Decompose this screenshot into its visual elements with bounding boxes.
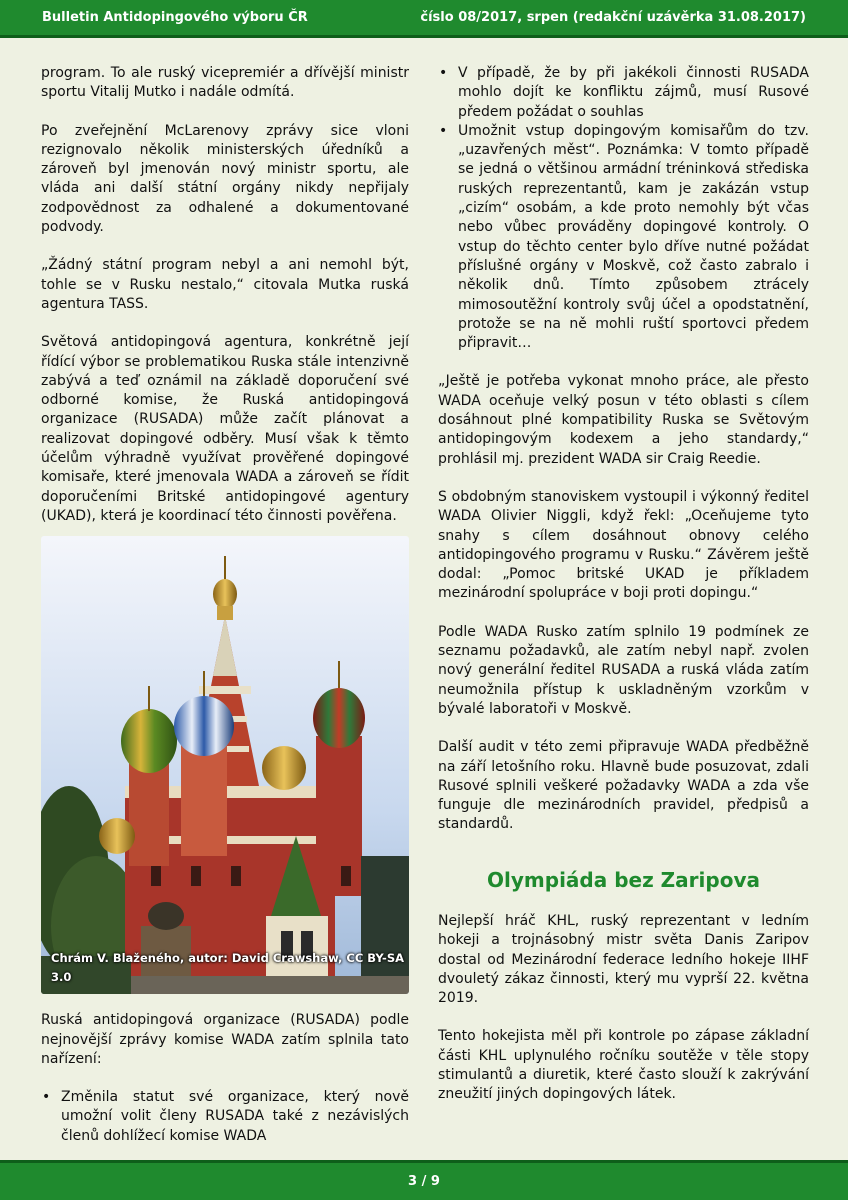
bulletin-title: Bulletin Antidopingového výboru ČR bbox=[42, 10, 308, 25]
paragraph: S obdobným stanoviskem vystoupil i výkonný ředitel WADA Olivier Niggli, když řekl: „Oceňujeme tyto snahy s cílem dosáhnout obnovy celého antidopingového programu v Rusku.“ Závěrem ještě dodal: „Pomoc britské UKAD je příkladem mezinárodní spolupráce v boji proti dopingu.“ bbox=[438, 488, 809, 602]
bullet-list bbox=[41, 1088, 409, 1146]
section-title: Olympiáda bez Zaripova bbox=[487, 867, 760, 892]
paragraph: Po zveřejnění McLarenovy zprávy sice vloni rezignovalo několik ministerských úředníků a zároveň byl jmenován nový ministr sportu, ale vláda ani další státní orgány nikdy nepřijaly zodpovědnost za odhalené a dokumentované podvody. bbox=[41, 122, 409, 236]
paragraph: Ruská antidopingová organizace (RUSADA) podle nejnovější zprávy komise WADA zatím splnila tato nařízení: bbox=[41, 1012, 409, 1067]
left-column bbox=[41, 64, 409, 1165]
list-item: • V případě, že by při jakékoli činnosti RUSADA mohlo dojít ke konfliktu zájmů, musí Rusové předem požádat o souhlas bbox=[438, 64, 809, 122]
paragraph: Nejlepší hráč KHL, ruský reprezentant v ledním hokeji a trojnásobný mistr světa Danis Zaripov dostal od Mezinárodní federace ledního hokeje IIHF dvouletý zákaz činnosti, který mu vyprší 22. května 2019. bbox=[438, 912, 809, 1007]
paragraph: Světová antidopingová agentura, konkrétně její řídící výbor se problematikou Ruska stále intenzivně zabývá a teď oznámil na základě doporučení své odborné komise, že Ruská antidopingová organizace (RUSADA) může začít plánovat a realizovat dopingové odběry. Musí však k těmto účelům výhradně využívat prověřené dopingové komisaře, které jmenovala WADA a zároveň se řídit doporučeními Britské antidopingové agentury (UKAD), která je koordinací této činnosti pověřena. bbox=[41, 334, 409, 524]
list-item: • Umožnit vstup dopingovým komisařům do tzv. „uzavřených měst“. Poznámka: V tomto případě se jedná o většinou armádní tréninková střediska ruských reprezentantů, kam je zakázán vstup „cizím“ osobám, a kde proto nemohly být včas nebo vůbec prováděny dopingové kontroly. O vstup do těchto center bylo dříve nutné požádat příslušné orgány v Moskvě, což často zabralo i několik dnů. Tímto způsobem ztrácely mimosoutěžní kontroly svůj účel a opodstatnění, protože se na ně mohli ruští sportovci předem připravit… bbox=[438, 122, 809, 354]
page-header bbox=[0, 0, 848, 38]
page-number: 3 / 9 bbox=[408, 1174, 440, 1189]
paragraph: Podle WADA Rusko zatím splnilo 19 podmínek ze seznamu požadavků, ale zatím nebyl např. zvolen nový generální ředitel RUSADA a ruská vláda zatím neumožnila přístup k uskladněným vzorkům v bývalé laboratoři v Moskvě. bbox=[438, 623, 809, 717]
cathedral-photo bbox=[41, 536, 409, 994]
quote-paragraph: „Ještě je potřeba vykonat mnoho práce, ale přesto WADA oceňuje velký posun v této oblasti s cílem dosáhnout plné kompatibility Ruska se Světovým antidopingovým kodexem a jeho standardy,“ prohlásil mj. prezident WADA sir Craig Reedie. bbox=[438, 373, 809, 467]
issue-info: číslo 08/2017, srpen (redakční uzávěrka 31.08.2017) bbox=[420, 10, 806, 25]
paragraph: program. To ale ruský vicepremiér a dřívější ministr sportu Vitalij Mutko i nadále odmítá. bbox=[41, 65, 409, 101]
quote-paragraph: „Žádný státní program nebyl a ani nemohl být, tohle se v Rusku nestalo,“ citovala Mutka ruská agentura TASS. bbox=[41, 257, 409, 312]
photo-caption: Chrám V. Blaženého, autor: David Crawshaw, CC BY-SA 3.0 bbox=[51, 950, 405, 984]
bullet-list bbox=[438, 64, 809, 353]
right-column bbox=[438, 64, 809, 1124]
list-item: • Změnila statut své organizace, který nově umožní volit členy RUSADA také z nezávislých členů dohlížecí komise WADA bbox=[41, 1088, 409, 1146]
page-footer bbox=[0, 1160, 848, 1200]
paragraph: Další audit v této zemi připravuje WADA předběžně na září letošního roku. Hlavně bude posuzovat, zdali Rusové splnili veškeré požadavky WADA a zda vše funguje dle mezinárodních pravidel, předpisů a standardů. bbox=[438, 739, 809, 833]
paragraph: Tento hokejista měl při kontrole po zápase základní části KHL uplynulého ročníku soutěže v těle stopy stimulantů a diuretik, které často slouží k zakrývání zneužití jiných dopingových látek. bbox=[438, 1028, 809, 1103]
